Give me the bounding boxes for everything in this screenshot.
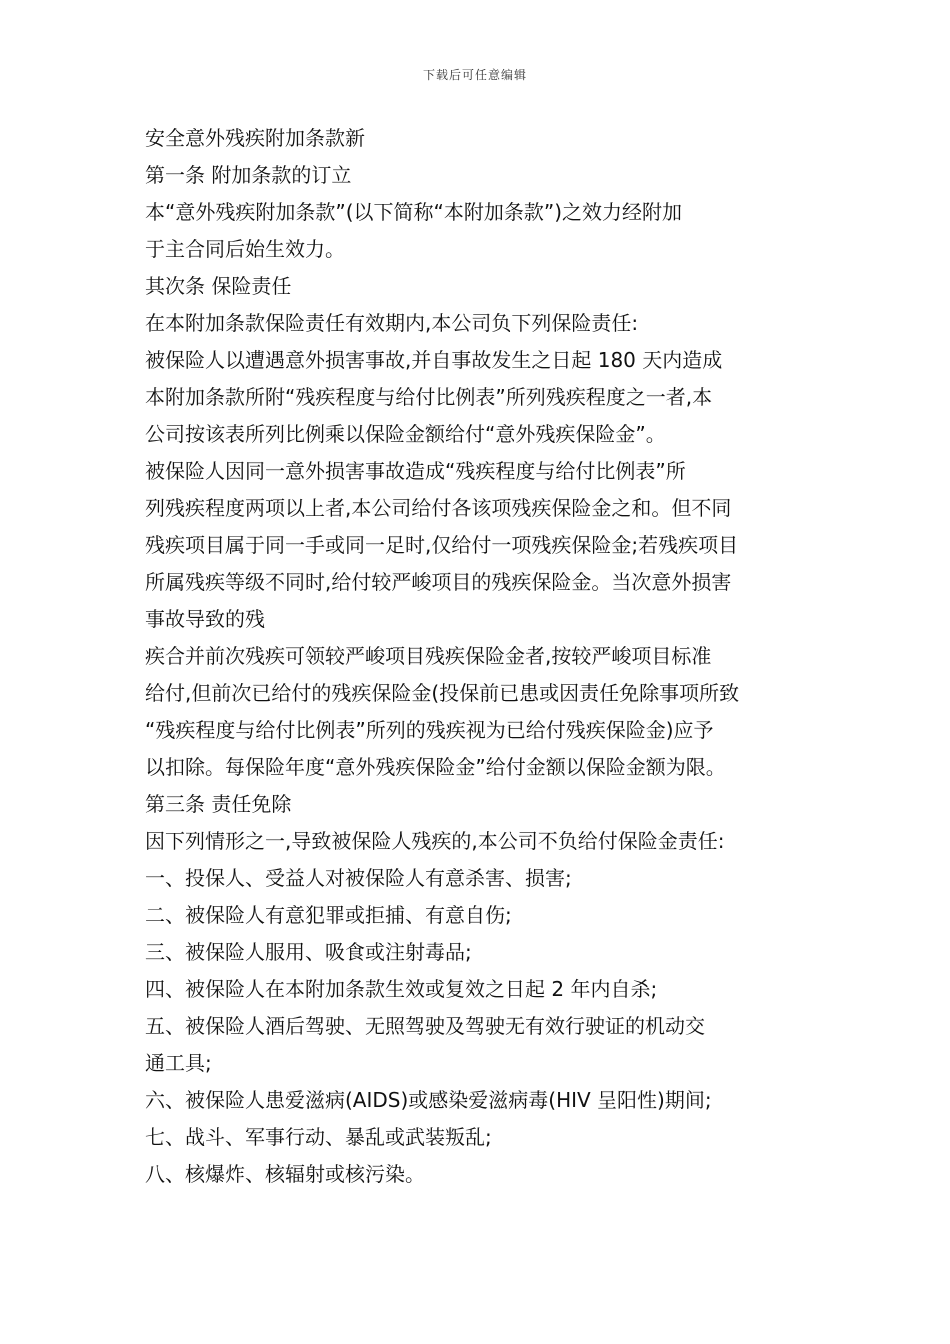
list-item: 七、战斗、军事行动、暴乱或武装叛乱; [145, 1125, 492, 1149]
paragraph-line: 给付,但前次已给付的残疾保险金(投保前已患或因责任免除事项所致 [145, 681, 740, 705]
section-heading: 第一条 附加条款的订立 [145, 163, 352, 187]
paragraph-line: 被保险人以遭遇意外损害事故,并自事故发生之日起 180 天内造成 [145, 348, 723, 372]
paragraph-line: 在本附加条款保险责任有效期内,本公司负下列保险责任: [145, 311, 639, 335]
page-header-note: 下载后可任意编辑 [422, 68, 527, 82]
paragraph-line: 于主合同后始生效力。 [145, 237, 345, 261]
document-body [145, 120, 817, 1193]
list-item: 八、核爆炸、核辐射或核污染。 [145, 1162, 425, 1186]
paragraph-line: 公司按该表所列比例乘以保险金额给付“意外残疾保险金”。 [145, 422, 666, 446]
list-item: 通工具; [145, 1051, 212, 1075]
paragraph-line: 被保险人因同一意外损害事故造成“残疾程度与给付比例表”所 [145, 459, 686, 483]
paragraph-line: 所属残疾等级不同时,给付较严峻项目的残疾保险金。当次意外损害 [145, 570, 732, 594]
paragraph-line: 疾合并前次残疾可领较严峻项目残疾保险金者,按较严峻项目标准 [145, 644, 712, 668]
paragraph-line: 本附加条款所附“残疾程度与给付比例表”所列残疾程度之一者,本 [145, 385, 713, 409]
list-item: 一、投保人、受益人对被保险人有意杀害、损害; [145, 866, 572, 890]
list-item: 五、被保险人酒后驾驶、无照驾驶及驾驶无有效行驶证的机动交 [145, 1014, 705, 1038]
paragraph-line: 事故导致的残 [145, 607, 265, 631]
section-heading: 第三条 责任免除 [145, 792, 292, 816]
list-item: 四、被保险人在本附加条款生效或复效之日起 2 年内自杀; [145, 977, 658, 1001]
section-heading: 其次条 保险责任 [145, 274, 292, 298]
paragraph-line: 本“意外残疾附加条款”(以下简称“本附加条款”)之效力经附加 [145, 200, 683, 224]
paragraph-line: “残疾程度与给付比例表”所列的残疾视为已给付残疾保险金)应予 [145, 718, 714, 742]
list-item: 二、被保险人有意犯罪或拒捕、有意自伤; [145, 903, 512, 927]
paragraph-line: 残疾项目属于同一手或同一足时,仅给付一项残疾保险金;若残疾项目 [145, 533, 739, 557]
list-item: 三、被保险人服用、吸食或注射毒品; [145, 940, 472, 964]
paragraph-line: 因下列情形之一,导致被保险人残疾的,本公司不负给付保险金责任: [145, 829, 725, 853]
list-item: 六、被保险人患爱滋病(AIDS)或感染爱滋病毒(HIV 呈阳性)期间; [145, 1088, 712, 1112]
document-title: 安全意外残疾附加条款新 [145, 126, 365, 150]
paragraph-line: 列残疾程度两项以上者,本公司给付各该项残疾保险金之和。但不同 [145, 496, 732, 520]
paragraph-line: 以扣除。每保险年度“意外残疾保险金”给付金额以保险金额为限。 [145, 755, 726, 779]
